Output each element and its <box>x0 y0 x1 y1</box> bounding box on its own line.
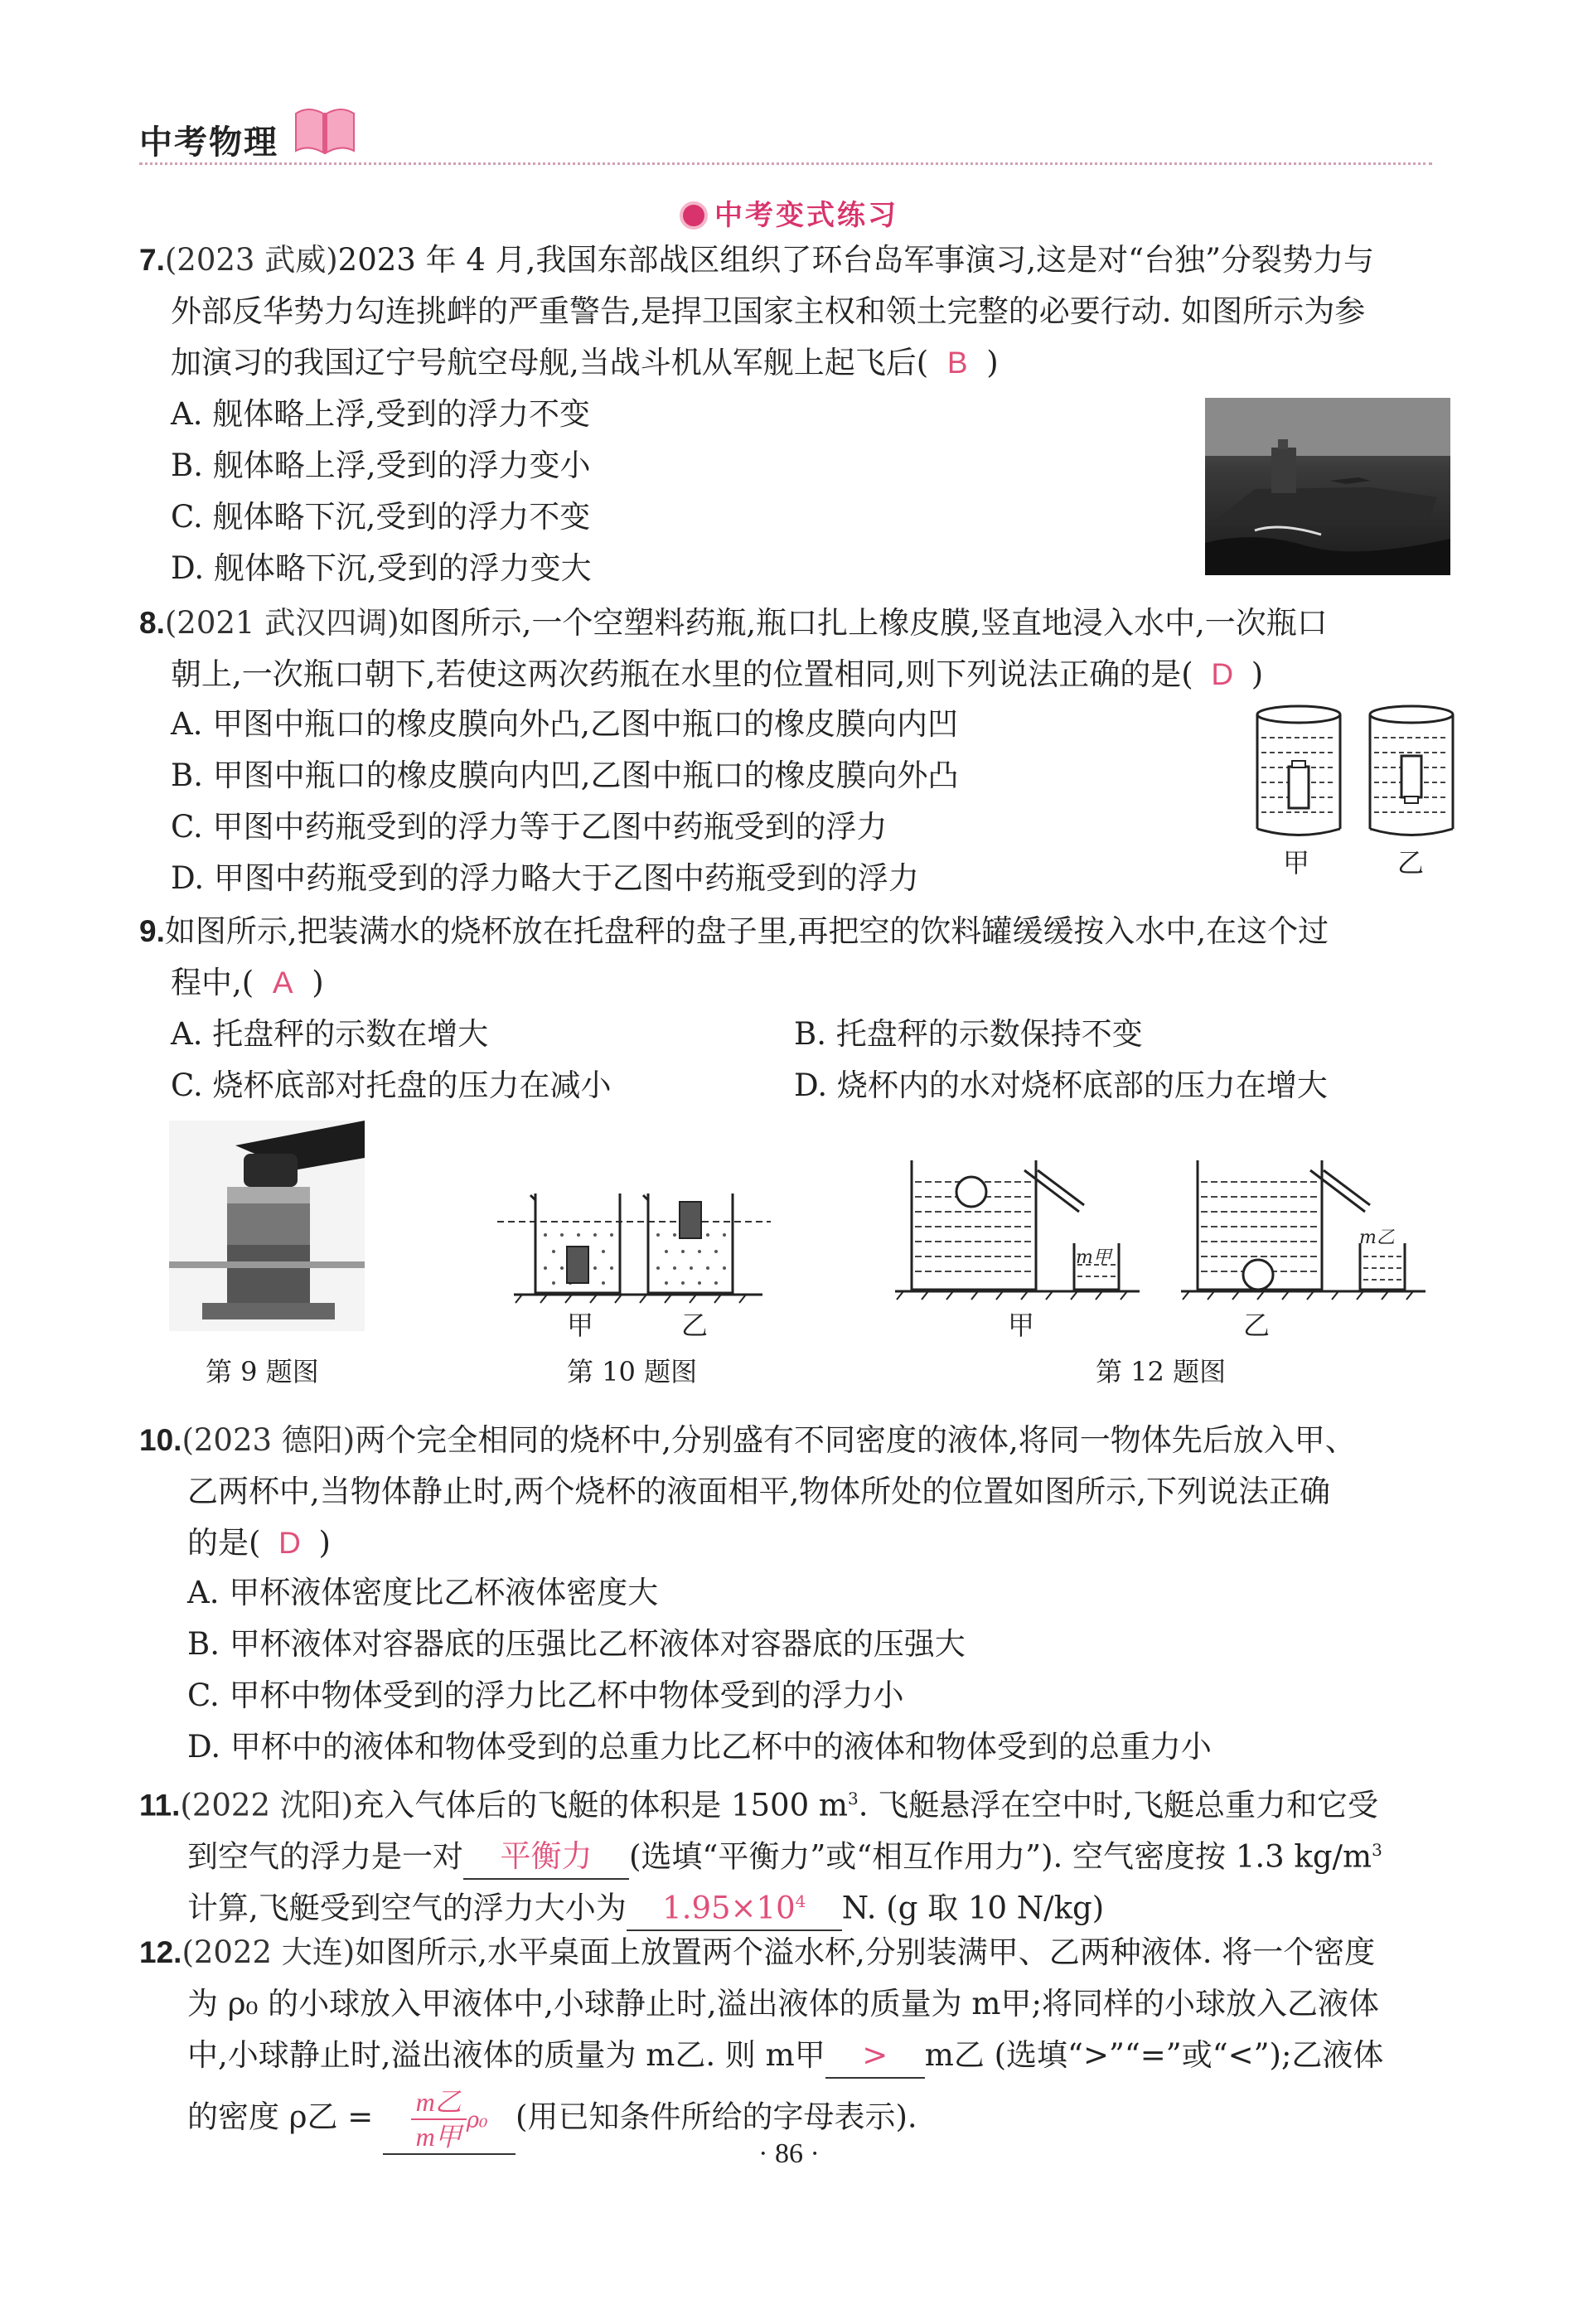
q7-answer: B <box>946 346 968 380</box>
fig10-beakers <box>497 1177 771 1310</box>
q12-fraction: $\frac{\text{m乙}}{\text{m甲}}$ <box>411 2085 467 2153</box>
q8-label-jia: 甲 <box>1283 847 1310 879</box>
header-title: 中考物理 <box>139 123 278 162</box>
q11-blank2: $1.95\times 10^4$ <box>627 1880 842 1931</box>
q10-line3: 的是( D ) <box>187 1522 331 1565</box>
fig12-m-yi-label: m乙 <box>1359 1227 1395 1248</box>
q8-option-b: B. 甲图中瓶口的橡皮膜向内凹,乙图中瓶口的橡皮膜向外凸 <box>171 758 959 793</box>
aircraft-carrier-photo <box>1205 398 1450 575</box>
q12-blank2: $\frac{\text{m乙}}{\text{m甲}}$ ρ₀ <box>383 2085 516 2155</box>
q7-option-d: D. 舰体略下沉,受到的浮力变大 <box>171 550 592 586</box>
q8-option-c: C. 甲图中药瓶受到的浮力等于乙图中药瓶受到的浮力 <box>171 809 888 845</box>
q12-line4: 的密度 ρ乙 = $\frac{\text{m乙}}{\text{m甲}}$ ρ₀ (用已知条件所给的字母表示). <box>187 2085 917 2155</box>
q11-line3: 计算,飞艇受到空气的浮力大小为 $1.95\times 10^4$ N. (g 取 10 N/kg) <box>187 1880 1104 1931</box>
q12-line3: 中,小球静止时,溢出液体的质量为 m乙. 则 m甲 > m乙 (选填“>”“=”或“<”);乙液体 <box>187 2034 1383 2079</box>
q8-label-yi: 乙 <box>1397 847 1425 879</box>
q7-option-c: C. 舰体略下沉,受到的浮力不变 <box>171 499 591 535</box>
fig12-label-yi: 乙 <box>1243 1310 1271 1341</box>
q10-line2: 乙两杯中,当物体静止时,两个烧杯的液面相平,物体所处的位置如图所示,下列说法正确 <box>187 1474 1331 1509</box>
q10-line1: 10.(2023 德阳)两个完全相同的烧杯中,分别盛有不同密度的液体,将同一物体先后放入甲、 <box>139 1422 1356 1458</box>
q9-option-b: B. 托盘秤的示数保持不变 <box>794 1016 1143 1052</box>
q7-line3: 加演习的我国辽宁号航空母舰,当战斗机从军舰上起飞后( B ) <box>171 341 999 385</box>
q9-option-a: A. 托盘秤的示数在增大 <box>171 1016 489 1052</box>
q8-answer: D <box>1211 657 1234 691</box>
fig12-caption: 第 12 题图 <box>1096 1356 1227 1387</box>
q7-option-a: A. 舰体略上浮,受到的浮力不变 <box>171 396 591 432</box>
fig12-m-jia-label: m甲 <box>1076 1247 1111 1268</box>
page-number: · 86 · <box>758 2138 820 2169</box>
q12-blank1: > <box>825 2034 925 2079</box>
q8-line2: 朝上,一次瓶口朝下,若使这两次药瓶在水里的位置相同,则下列说法正确的是( D ) <box>171 653 1263 696</box>
q8-line1: 8.(2021 武汉四调)如图所示,一个空塑料药瓶,瓶口扎上橡皮膜,竖直地浸入水中,一次瓶口 <box>139 605 1328 641</box>
q11-line2: 到空气的浮力是一对 平衡力 (选填“平衡力”或“相互作用力”). 空气密度按 1.3 $kg/m^3$ <box>187 1828 1382 1880</box>
q10-answer: D <box>278 1526 301 1560</box>
header-divider <box>139 162 1432 165</box>
q8-medicine-bottle-figure <box>1251 704 1459 845</box>
section-title: 中考变式练习 <box>0 192 1578 233</box>
fig12-label-jia: 甲 <box>1008 1310 1035 1341</box>
book-icon <box>292 101 358 159</box>
section-bullet-icon <box>680 201 708 230</box>
q11-blank1: 平衡力 <box>463 1835 629 1880</box>
fig9-caption: 第 9 题图 <box>206 1356 319 1387</box>
q10-option-b: B. 甲杯液体对容器底的压强比乙杯液体对容器底的压强大 <box>187 1626 966 1662</box>
fig9-photo <box>169 1121 365 1331</box>
q9-line1: 9.如图所示,把装满水的烧杯放在托盘秤的盘子里,再把空的饮料罐缓缓按入水中,在这个过 <box>139 913 1329 949</box>
q7-option-b: B. 舰体略上浮,受到的浮力变小 <box>171 448 591 483</box>
q10-option-d: D. 甲杯中的液体和物体受到的总重力比乙杯中的液体和物体受到的总重力小 <box>187 1729 1212 1765</box>
q7-line1: 7.(2023 武威)2023 年 4 月,我国东部战区组织了环台岛军事演习,这是对“台独”分裂势力与 <box>139 242 1374 278</box>
fig10-label-jia: 甲 <box>567 1310 594 1341</box>
q9-option-d: D. 烧杯内的水对烧杯底部的压力在增大 <box>794 1068 1328 1103</box>
q9-answer: A <box>272 966 293 1000</box>
q7-line2: 外部反华势力勾连挑衅的严重警告,是捍卫国家主权和领土完整的必要行动. 如图所示为参 <box>171 293 1366 329</box>
q10-option-c: C. 甲杯中物体受到的浮力比乙杯中物体受到的浮力小 <box>187 1678 904 1713</box>
q10-option-a: A. 甲杯液体密度比乙杯液体密度大 <box>187 1575 659 1610</box>
q8-option-d: D. 甲图中药瓶受到的浮力略大于乙图中药瓶受到的浮力 <box>171 860 919 896</box>
q12-line1: 12.(2022 大连)如图所示,水平桌面上放置两个溢水杯,分别装满甲、乙两种液体. 将一个密度 <box>139 1934 1376 1970</box>
q12-line2: 为 ρ₀ 的小球放入甲液体中,小球静止时,溢出液体的质量为 m甲;将同样的小球放入乙液体 <box>187 1986 1379 2021</box>
q9-line2: 程中,( A ) <box>171 961 324 1005</box>
fig10-label-yi: 乙 <box>681 1310 709 1341</box>
fig10-caption: 第 10 题图 <box>567 1356 698 1387</box>
q8-option-a: A. 甲图中瓶口的橡皮膜向外凸,乙图中瓶口的橡皮膜向内凹 <box>171 706 959 742</box>
q11-line1: 11.(2022 沈阳)充入气体后的飞艇的体积是 1500 $m^3$. 飞艇悬浮在空中时,飞艇总重力和它受 <box>139 1787 1379 1823</box>
q9-option-c: C. 烧杯底部对托盘的压力在减小 <box>171 1068 612 1103</box>
fig12-overflow-cups <box>895 1152 1434 1301</box>
